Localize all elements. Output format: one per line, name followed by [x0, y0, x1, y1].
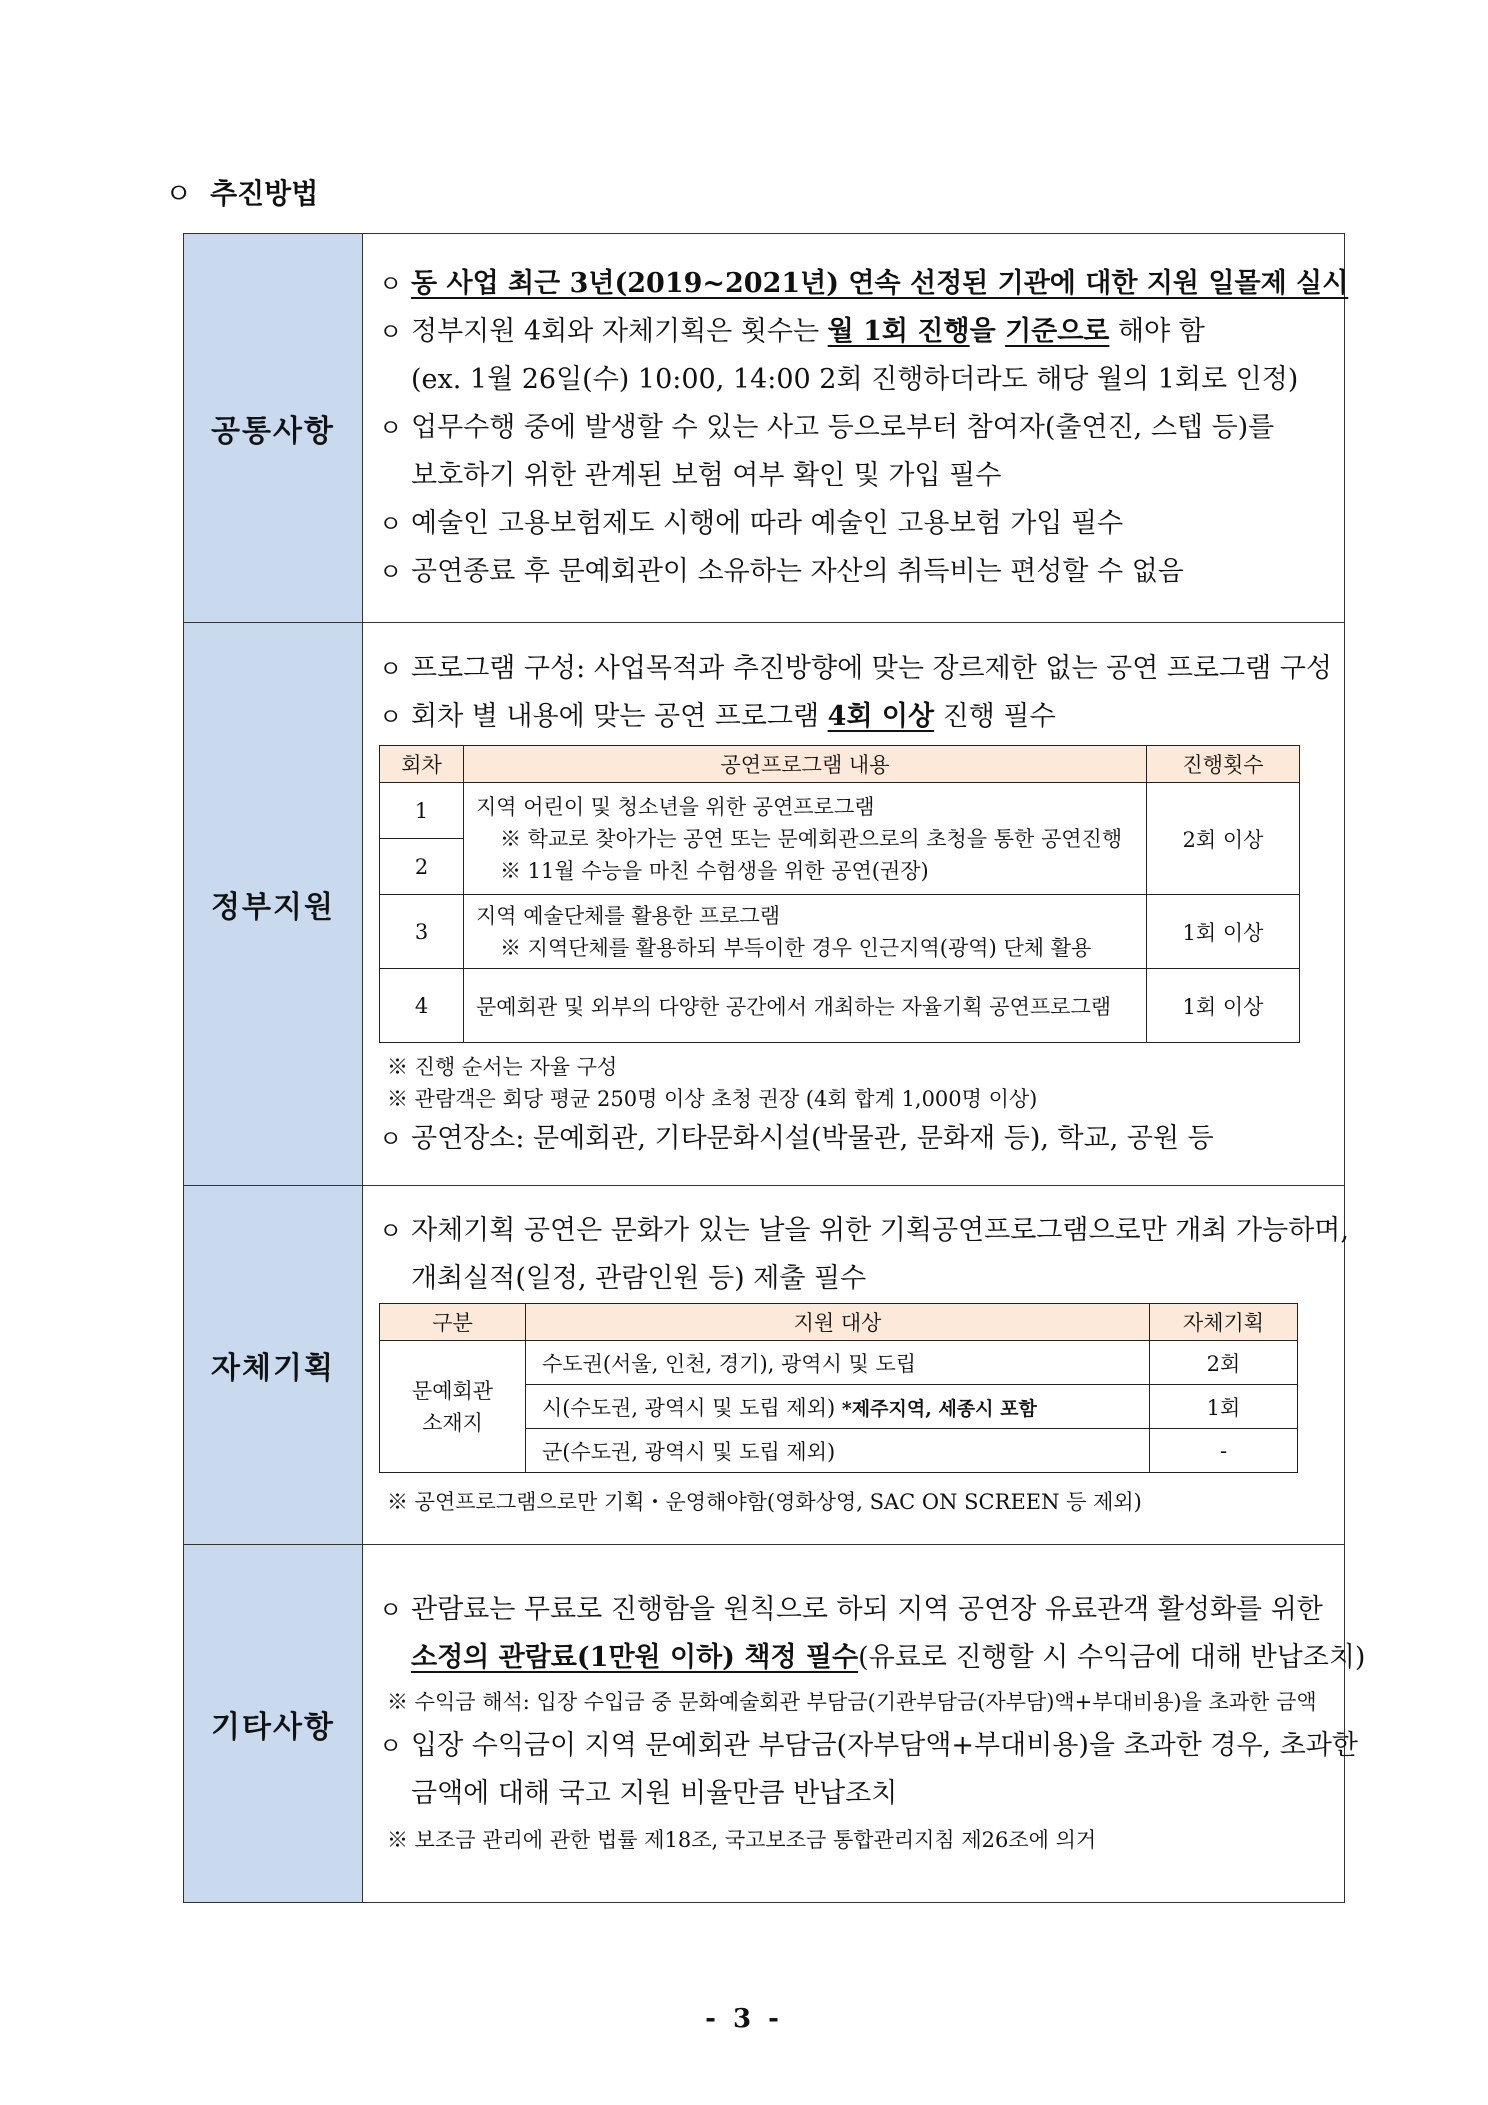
- content-gov: [363, 623, 1345, 1186]
- gov-content-1-2: 지역 어린이 및 청소년을 위한 공연프로그램 ※ 학교로 찾아가는 공연 또는 문예회관으로의 초청을 통한 공연진행 ※ 11월 수능을 마친 수험생을 위한 공연(권장): [464, 783, 1147, 895]
- gov-th-count: 진행횟수: [1147, 746, 1300, 783]
- self-target-1: 수도권(서울, 인천, 경기), 광역시 및 도립: [526, 1341, 1150, 1385]
- self-th-category: 구분: [380, 1304, 526, 1341]
- common-bullet-2-cont: (ex. 1월 26일(수) 10:00, 14:00 2회 진행하더라도 해당 월의 1회로 인정): [411, 364, 1299, 395]
- content-self: [363, 1186, 1349, 1545]
- etc-bullet-1-cont: 소정의 관람료(1만원 이하) 책정 필수(유료로 진행할 시 수익금에 대해 반납조치): [411, 1641, 1366, 1673]
- gov-count-4: 1회 이상: [1147, 969, 1300, 1043]
- gov-content-4: 문예회관 및 외부의 다양한 공간에서 개최하는 자율기획 공연프로그램: [464, 969, 1147, 1043]
- self-th-count: 자체기획: [1150, 1304, 1298, 1341]
- gov-note-1: ※ 진행 순서는 자율 구성: [387, 1055, 618, 1079]
- row-gov: [184, 623, 1345, 1186]
- gov-th-round: 회차: [380, 746, 464, 783]
- common-bullet-1: ㅇ 동 사업 최근 3년(2019~2021년) 연속 선정된 기관에 대한 지원 일몰제 실시: [379, 260, 1316, 308]
- self-note: ※ 공연프로그램으로만 기획・운영해야함(영화상영, SAC ON SCREEN 등 제외): [387, 1490, 1142, 1514]
- method-table: [183, 233, 1366, 1903]
- gov-program-table: [379, 745, 1300, 1043]
- common-bullet-4: ㅇ 예술인 고용보험제도 시행에 따라 예술인 고용보험 가입 필수: [379, 500, 1316, 548]
- etc-bullet-2-cont: 금액에 대해 국고 지원 비율만큼 반납조치: [411, 1777, 898, 1809]
- label-gov: 정부지원: [184, 623, 363, 1186]
- self-count-2: 1회: [1150, 1385, 1298, 1429]
- gov-round-2: 2: [380, 839, 464, 895]
- self-target-2: 시(수도권, 광역시 및 도립 제외) *제주지역, 세종시 포함: [526, 1385, 1150, 1429]
- page-number: - 3 -: [705, 2004, 783, 2034]
- gov-round-3: 3: [380, 895, 464, 969]
- etc-bullet-1: ㅇ 관람료는 무료로 진행함을 원칙으로 하되 지역 공연장 유료관객 활성화를 위한: [379, 1586, 1316, 1634]
- gov-round-1: 1: [380, 783, 464, 839]
- gov-note-2: ※ 관람객은 회당 평균 250명 이상 초청 권장 (4회 합계 1,000명 이상): [387, 1087, 1038, 1111]
- self-target-3: 군(수도권, 광역시 및 도립 제외): [526, 1429, 1150, 1473]
- gov-bullet-3: ㅇ 공연장소: 문예회관, 기타문화시설(박물관, 문화재 등), 학교, 공원 등: [379, 1115, 1316, 1163]
- gov-bullet-1: ㅇ 프로그램 구성: 사업목적과 추진방향에 맞는 장르제한 없는 공연 프로그램 구성: [379, 645, 1316, 693]
- etc-note-1: ※ 수익금 해석: 입장 수입금 중 문화예술회관 부담금(기관부담금(자부담)액+부대비용)을 초과한 금액: [387, 1689, 1317, 1714]
- label-etc: 기타사항: [184, 1545, 363, 1903]
- heading-title: 추진방법: [210, 177, 319, 210]
- self-bullet-1-cont: 개최실적(일정, 관람인원 등) 제출 필수: [411, 1263, 867, 1294]
- self-th-target: 지원 대상: [526, 1304, 1150, 1341]
- gov-count-1-2: 2회 이상: [1147, 783, 1300, 895]
- row-common: [184, 234, 1345, 623]
- gov-th-content: 공연프로그램 내용: [464, 746, 1147, 783]
- gov-count-3: 1회 이상: [1147, 895, 1300, 969]
- content-etc: [363, 1545, 1366, 1903]
- heading-bullet: ㅇ: [165, 177, 193, 210]
- self-bullet-1: ㅇ 자체기획 공연은 문화가 있는 날을 위한 기획공연프로그램으로만 개최 가능하며,: [379, 1207, 1316, 1255]
- label-self: 자체기획: [184, 1186, 363, 1545]
- self-count-1: 2회: [1150, 1341, 1298, 1385]
- etc-bullet-2: ㅇ 입장 수익금이 지역 문예회관 부담금(자부담액+부대비용)을 초과한 경우, 초과한: [379, 1722, 1316, 1770]
- section-heading: [165, 172, 318, 212]
- self-target-table: [379, 1303, 1298, 1473]
- label-common: 공통사항: [184, 234, 363, 623]
- self-count-3: -: [1150, 1429, 1298, 1473]
- etc-note-2: ※ 보조금 관리에 관한 법률 제18조, 국고보조금 통합관리지침 제26조에 의거: [387, 1827, 1097, 1852]
- self-category: 문예회관 소재지: [380, 1341, 526, 1473]
- common-bullet-3-cont: 보호하기 위한 관계된 보험 여부 확인 및 가입 필수: [411, 460, 1002, 491]
- gov-content-3: 지역 예술단체를 활용한 프로그램 ※ 지역단체를 활용하되 부득이한 경우 인근지역(광역) 단체 활용: [464, 895, 1147, 969]
- common-bullet-3: ㅇ 업무수행 중에 발생할 수 있는 사고 등으로부터 참여자(출연진, 스텝 등)를: [379, 404, 1316, 452]
- content-common: [363, 234, 1349, 623]
- gov-bullet-2: ㅇ 회차 별 내용에 맞는 공연 프로그램 4회 이상 진행 필수: [379, 693, 1316, 741]
- common-bullet-2: ㅇ 정부지원 4회와 자체기획은 횟수는 월 1회 진행을 기준으로 해야 함: [379, 308, 1316, 356]
- row-self: [184, 1186, 1345, 1545]
- common-bullet-5: ㅇ 공연종료 후 문예회관이 소유하는 자산의 취득비는 편성할 수 없음: [379, 548, 1316, 596]
- row-etc: [184, 1545, 1345, 1903]
- gov-round-4: 4: [380, 969, 464, 1043]
